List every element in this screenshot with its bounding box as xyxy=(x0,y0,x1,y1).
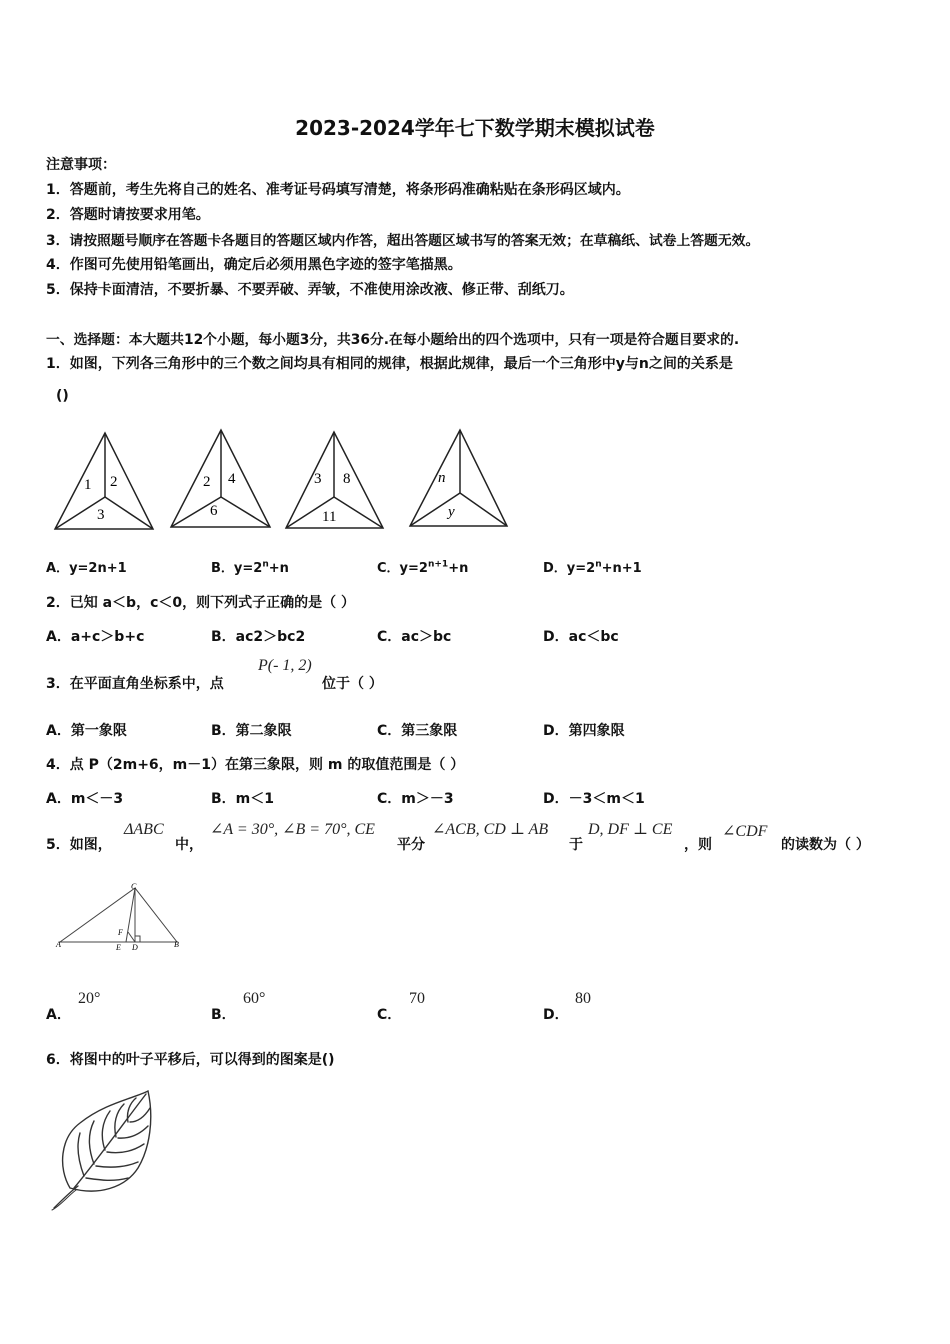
tri2-c: 6 xyxy=(210,503,218,519)
tri3-a: 3 xyxy=(314,471,322,487)
q1-option-c: C．$y=2^{n+1}+n$ xyxy=(377,559,469,576)
question-5-m2: ∠A = 30°, ∠B = 70°, CE xyxy=(210,821,375,838)
question-1-text: 1．如图，下列各三角形中的三个数之间均具有相同的规律，根据此规律，最后一个三角形中y与n之间的关系是 xyxy=(46,356,733,372)
fig-label-f: F xyxy=(118,928,123,937)
q5-figure xyxy=(55,880,190,952)
question-5-m1: ΔABC xyxy=(124,821,164,838)
fig-label-e: E xyxy=(116,943,121,952)
question-2-text: 2．已知 a＜b，c＜0，则下列式子正确的是（ ） xyxy=(46,595,355,611)
notice-item-2: 2．答题时请按要求用笔。 xyxy=(46,207,210,223)
q5-option-b-value: 60° xyxy=(243,990,266,1007)
q3-option-b: B．第二象限 xyxy=(211,723,292,739)
tri4-c: y xyxy=(448,504,455,520)
question-5-p2: 中， xyxy=(175,837,203,853)
question-5-p1: 5．如图， xyxy=(46,837,112,853)
tri2-a: 2 xyxy=(203,474,211,490)
q5-option-d-label: D． xyxy=(543,1007,569,1023)
page-title: 2023-2024学年七下数学期末模拟试卷 xyxy=(295,116,655,140)
leaf-figure xyxy=(50,1088,160,1213)
tri1-a: 1 xyxy=(84,477,92,493)
fig-label-a: A xyxy=(56,940,61,949)
q1-option-a: A．y=2n+1 xyxy=(46,561,127,576)
q2-option-a: A．a+c＞b+c xyxy=(46,629,145,645)
q5-option-c-label: C． xyxy=(377,1007,402,1023)
fig-label-d: D xyxy=(132,943,138,952)
q1-option-b: B．$y=2^n+n$ xyxy=(211,559,289,576)
tri1-c: 3 xyxy=(97,507,105,523)
q2-option-b: B．ac2＞bc2 xyxy=(211,629,306,645)
question-3-pre: 3．在平面直角坐标系中，点 xyxy=(46,676,224,692)
tri2-b: 4 xyxy=(228,471,236,487)
q4-option-d: D．－3＜m＜1 xyxy=(543,791,645,807)
notice-heading: 注意事项： xyxy=(46,157,116,173)
question-5-m5: ∠CDF xyxy=(722,823,768,840)
tri1-b: 2 xyxy=(110,474,118,490)
fig-label-c: C xyxy=(131,882,137,891)
q5-option-b-label: B． xyxy=(211,1007,236,1023)
question-5-p5: ，则 xyxy=(684,837,712,853)
question-4-text: 4．点 P（2m+6，m－1）在第三象限，则 m 的取值范围是（ ） xyxy=(46,757,465,773)
notice-item-3: 3．请按照题号顺序在答题卡各题目的答题区域内作答，超出答题区域书写的答案无效；在草稿纸、试卷上答题无效。 xyxy=(46,233,760,249)
q3-option-a: A．第一象限 xyxy=(46,723,127,739)
q1-option-d: D．$y=2^n+n+1$ xyxy=(543,559,642,576)
notice-item-1: 1．答题前，考生先将自己的姓名、准考证号码填写清楚，将条形码准确粘贴在条形码区域内。 xyxy=(46,182,630,198)
triangle-2 xyxy=(171,430,270,527)
tri3-b: 8 xyxy=(343,471,351,487)
question-1-paren: () xyxy=(56,388,69,404)
triangle-4 xyxy=(410,430,507,526)
q3-option-c: C．第三象限 xyxy=(377,723,458,739)
q4-option-b: B．m＜1 xyxy=(211,791,274,807)
q4-option-a: A．m＜－3 xyxy=(46,791,124,807)
tri3-c: 11 xyxy=(322,509,337,525)
q5-option-a-label: A． xyxy=(46,1007,71,1023)
question-5-p6: 的读数为（ ） xyxy=(781,837,870,853)
question-5-m4: D, DF ⊥ CE xyxy=(588,821,673,838)
fig-label-b: B xyxy=(174,940,179,949)
q5-option-d-value: 80 xyxy=(575,990,591,1007)
notice-item-4: 4．作图可先使用铅笔画出，确定后必须用黑色字迹的签字笔描黑。 xyxy=(46,257,462,273)
q2-option-c: C．ac＞bc xyxy=(377,629,452,645)
tri4-a: n xyxy=(438,470,446,486)
triangles-figure xyxy=(50,425,520,535)
q5-option-a-value: 20° xyxy=(78,990,101,1007)
notice-item-5: 5．保持卡面清洁，不要折暴、不要弄破、弄皱，不准使用涂改液、修正带、刮纸刀。 xyxy=(46,282,574,298)
question-3-post: 位于（ ） xyxy=(322,676,383,692)
q3-option-d: D．第四象限 xyxy=(543,723,625,739)
q2-option-d: D．ac＜bc xyxy=(543,629,619,645)
question-5-p3: 平分 xyxy=(397,837,425,853)
section-heading: 一、选择题：本大题共12个小题，每小题3分，共36分.在每小题给出的四个选项中，只有一项是符合题目要求的. xyxy=(46,332,740,348)
q5-option-c-value: 70 xyxy=(409,990,425,1007)
q4-option-c: C．m＞－3 xyxy=(377,791,454,807)
question-6-text: 6．将图中的叶子平移后，可以得到的图案是() xyxy=(46,1052,335,1068)
question-3-point: P(- 1, 2) xyxy=(258,657,312,674)
question-5-m3: ∠ACB, CD ⊥ AB xyxy=(432,821,549,838)
question-5-p4: 于 xyxy=(569,837,583,853)
